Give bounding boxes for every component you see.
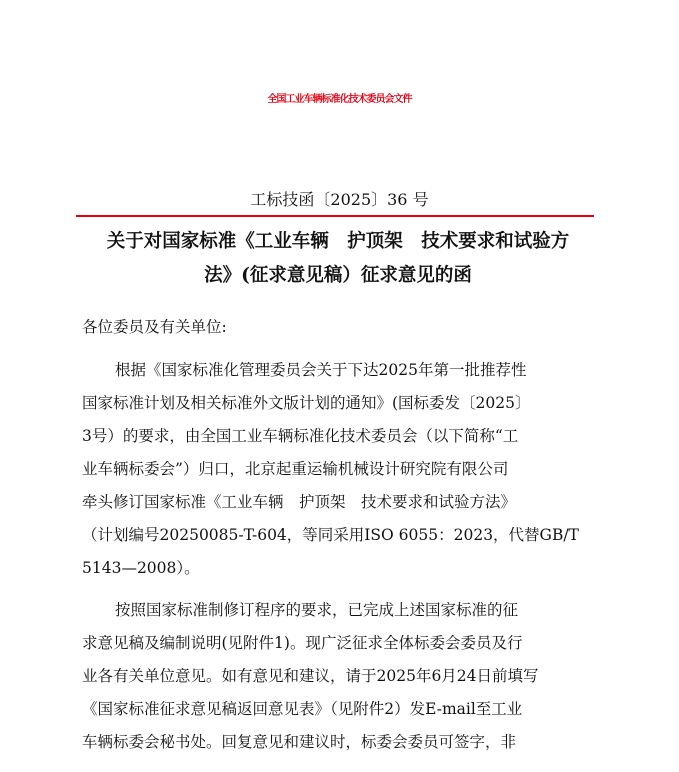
salutation: 各位委员及有关单位: (82, 318, 227, 336)
org-header-title: 全国工业车辆标准化技术委员会文件 (267, 94, 412, 105)
document-number: 工标技函〔2025〕36 号 (250, 190, 429, 209)
paragraph-1-line: 5143—2008）。 (82, 559, 200, 577)
paragraph-2-line: 《国家标准征求意见稿返回意见表》（见附件2）发E-mail至工业 (82, 700, 523, 718)
paragraph-2-line: 业各有关单位意见。如有意见和建议，请于2025年6月24日前填写 (82, 667, 539, 685)
letter-title-line: 关于对国家标准《工业车辆 护顶架 技术要求和试验方 (106, 231, 570, 252)
letter-title (82, 225, 594, 293)
paragraph-1-line: 根据《国家标准化管理委员会关于下达2025年第一批推荐性 (115, 361, 527, 379)
paragraph-1-line: （计划编号20250085-T-604，等同采用ISO 6055：2023，代替GB/T (82, 526, 579, 544)
paragraph-1-line: 3号）的要求，由全国工业车辆标准化技术委员会（以下简称“工 (82, 427, 519, 445)
paragraph-1-line: 业车辆标委会”）归口，北京起重运输机械设计研究院有限公司 (82, 460, 509, 478)
paragraph-2-line: 车辆标委会秘书处。回复意见和建议时，标委会委员可签字，非 (82, 733, 517, 751)
letter-title-line: 法》(征求意见稿）征求意见的函 (204, 265, 472, 286)
red-divider-rule (76, 215, 594, 217)
paragraph-1-line: 国家标准计划及相关标准外文版计划的通知》(国标委发〔2025〕 (82, 394, 531, 412)
paragraph-2-line: 按照国家标准制修订程序的要求，已完成上述国家标准的征 (115, 601, 519, 619)
paragraph-2-line: 求意见稿及编制说明(见附件1)。现广泛征求全体标委会委员及行 (82, 634, 523, 652)
paragraph-1-line: 牵头修订国家标准《工业车辆 护顶架 技术要求和试验方法》 (82, 493, 517, 511)
